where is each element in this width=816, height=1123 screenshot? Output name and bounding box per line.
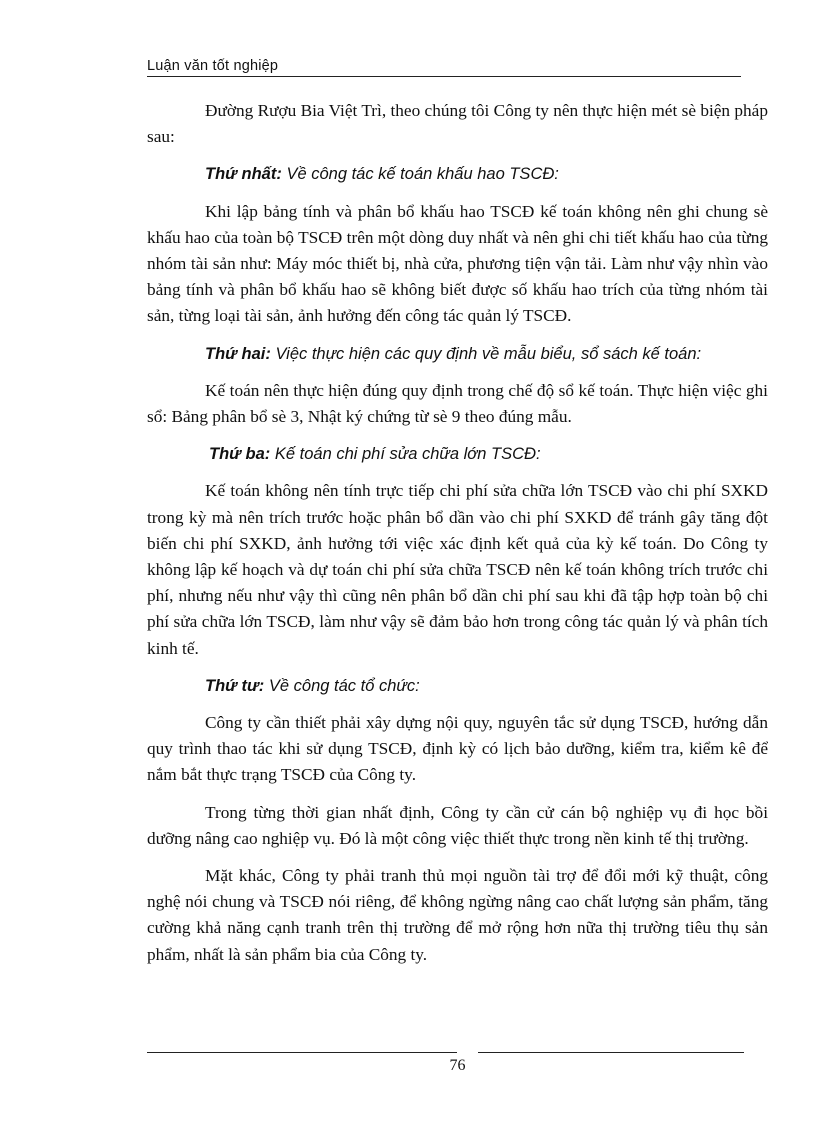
heading-lead: Thứ hai: bbox=[205, 344, 271, 363]
paragraph-noi-quy: Công ty cần thiết phải xây dựng nội quy, nguyên tắc sử dụng TSCĐ, hướng dẫn quy trình thao tác khi sử dụng TSCĐ, định kỳ có lịch bảo dưỡng, kiểm tra, kiểm kê để nắm bắt thực trạng TSCĐ của Công ty. bbox=[147, 713, 768, 785]
heading-text: Về công tác kế toán khấu hao TSCĐ: bbox=[281, 165, 559, 184]
heading-text: Về công tác tổ chức: bbox=[264, 676, 420, 695]
heading-lead: Thứ nhất: bbox=[205, 165, 282, 184]
running-header: Luận văn tốt nghiệp bbox=[147, 58, 279, 74]
paragraph-khau-hao: Khi lập bảng tính và phân bổ khấu hao TSCĐ kế toán không nên ghi chung sè khấu hao của toàn bộ TSCĐ trên một dòng duy nhất và nên ghi chi tiết khấu hao của từng nhóm tài sản như: Máy móc thiết bị, nhà cửa, phương tiện vận tải. Làm như vậy nhìn vào bảng tính và phân bổ khấu hao sẽ không biết được số khấu hao trích của từng nhóm tài sản, từng loại tài sản, ảnh hưởng đến công tác quản lý TSCĐ. bbox=[147, 201, 768, 326]
heading-thu-tu bbox=[147, 673, 768, 699]
paragraph-intro: Đường Rượu Bia Việt Trì, theo chúng tôi Công ty nên thực hiện mét sè biện pháp sau: bbox=[147, 101, 768, 147]
paragraph-doi-moi: Mặt khác, Công ty phải tranh thủ mọi nguồn tài trợ để đổi mới kỹ thuật, công nghệ nói chung và TSCĐ nói riêng, để không ngừng nâng cao chất lượng sản phẩm, tăng cường khả năng cạnh tranh trên thị trường để mở rộng hơn nữa thị trường tiêu thụ sản phẩm, nhất là sản phẩm bia của Công ty. bbox=[147, 866, 768, 964]
page-number: 76 bbox=[449, 1057, 466, 1074]
paragraph-so-sach: Kế toán nên thực hiện đúng quy định trong chế độ sổ kế toán. Thực hiện việc ghi sổ: Bảng phân bổ sè 3, Nhật ký chứng từ sè 9 theo đúng mẫu. bbox=[147, 380, 768, 427]
document-body bbox=[147, 98, 768, 979]
heading-lead: Thứ tư: bbox=[205, 676, 265, 695]
heading-thu-hai bbox=[147, 341, 768, 367]
footer-rule-right bbox=[478, 1052, 744, 1053]
paragraph-boi-duong: Trong từng thời gian nhất định, Công ty cần cử cán bộ nghiệp vụ đi học bồi dưỡng nâng cao nghiệp vụ. Đó là một công việc thiết thực trong nền kinh tế thị trường. bbox=[147, 802, 768, 848]
header-rule bbox=[147, 76, 741, 77]
footer-rule-left bbox=[147, 1052, 457, 1053]
heading-lead: Thứ ba: bbox=[209, 445, 271, 464]
heading-text: Kế toán chi phí sửa chữa lớn TSCĐ: bbox=[270, 445, 541, 464]
paragraph-sua-chua: Kế toán không nên tính trực tiếp chi phí sửa chữa lớn TSCĐ vào chi phí SXKD trong kỳ mà nên trích trước hoặc phân bổ dần vào chi phí SXKD để tránh gây tăng đột biến chi phí SXKD, ảnh hưởng tới việc xác định kết quả của kỳ kế toán. Do Công ty không lập kế hoạch và dự toán chi phí sửa chữa TSCĐ nên kế toán không trích trước chi phí, nhưng nếu như vậy thì cũng nên phân bổ dần chi phí sau khi đã tập hợp toàn bộ chi phí sửa chữa lớn TSCĐ, làm như vậy sẽ đảm bảo hơn trong công tác quản lý và phân tích kinh tế. bbox=[147, 481, 768, 658]
heading-thu-nhat bbox=[147, 161, 768, 187]
heading-thu-ba bbox=[147, 441, 768, 467]
heading-text: Việc thực hiện các quy định về mẫu biểu, sổ sách kế toán: bbox=[270, 344, 702, 363]
